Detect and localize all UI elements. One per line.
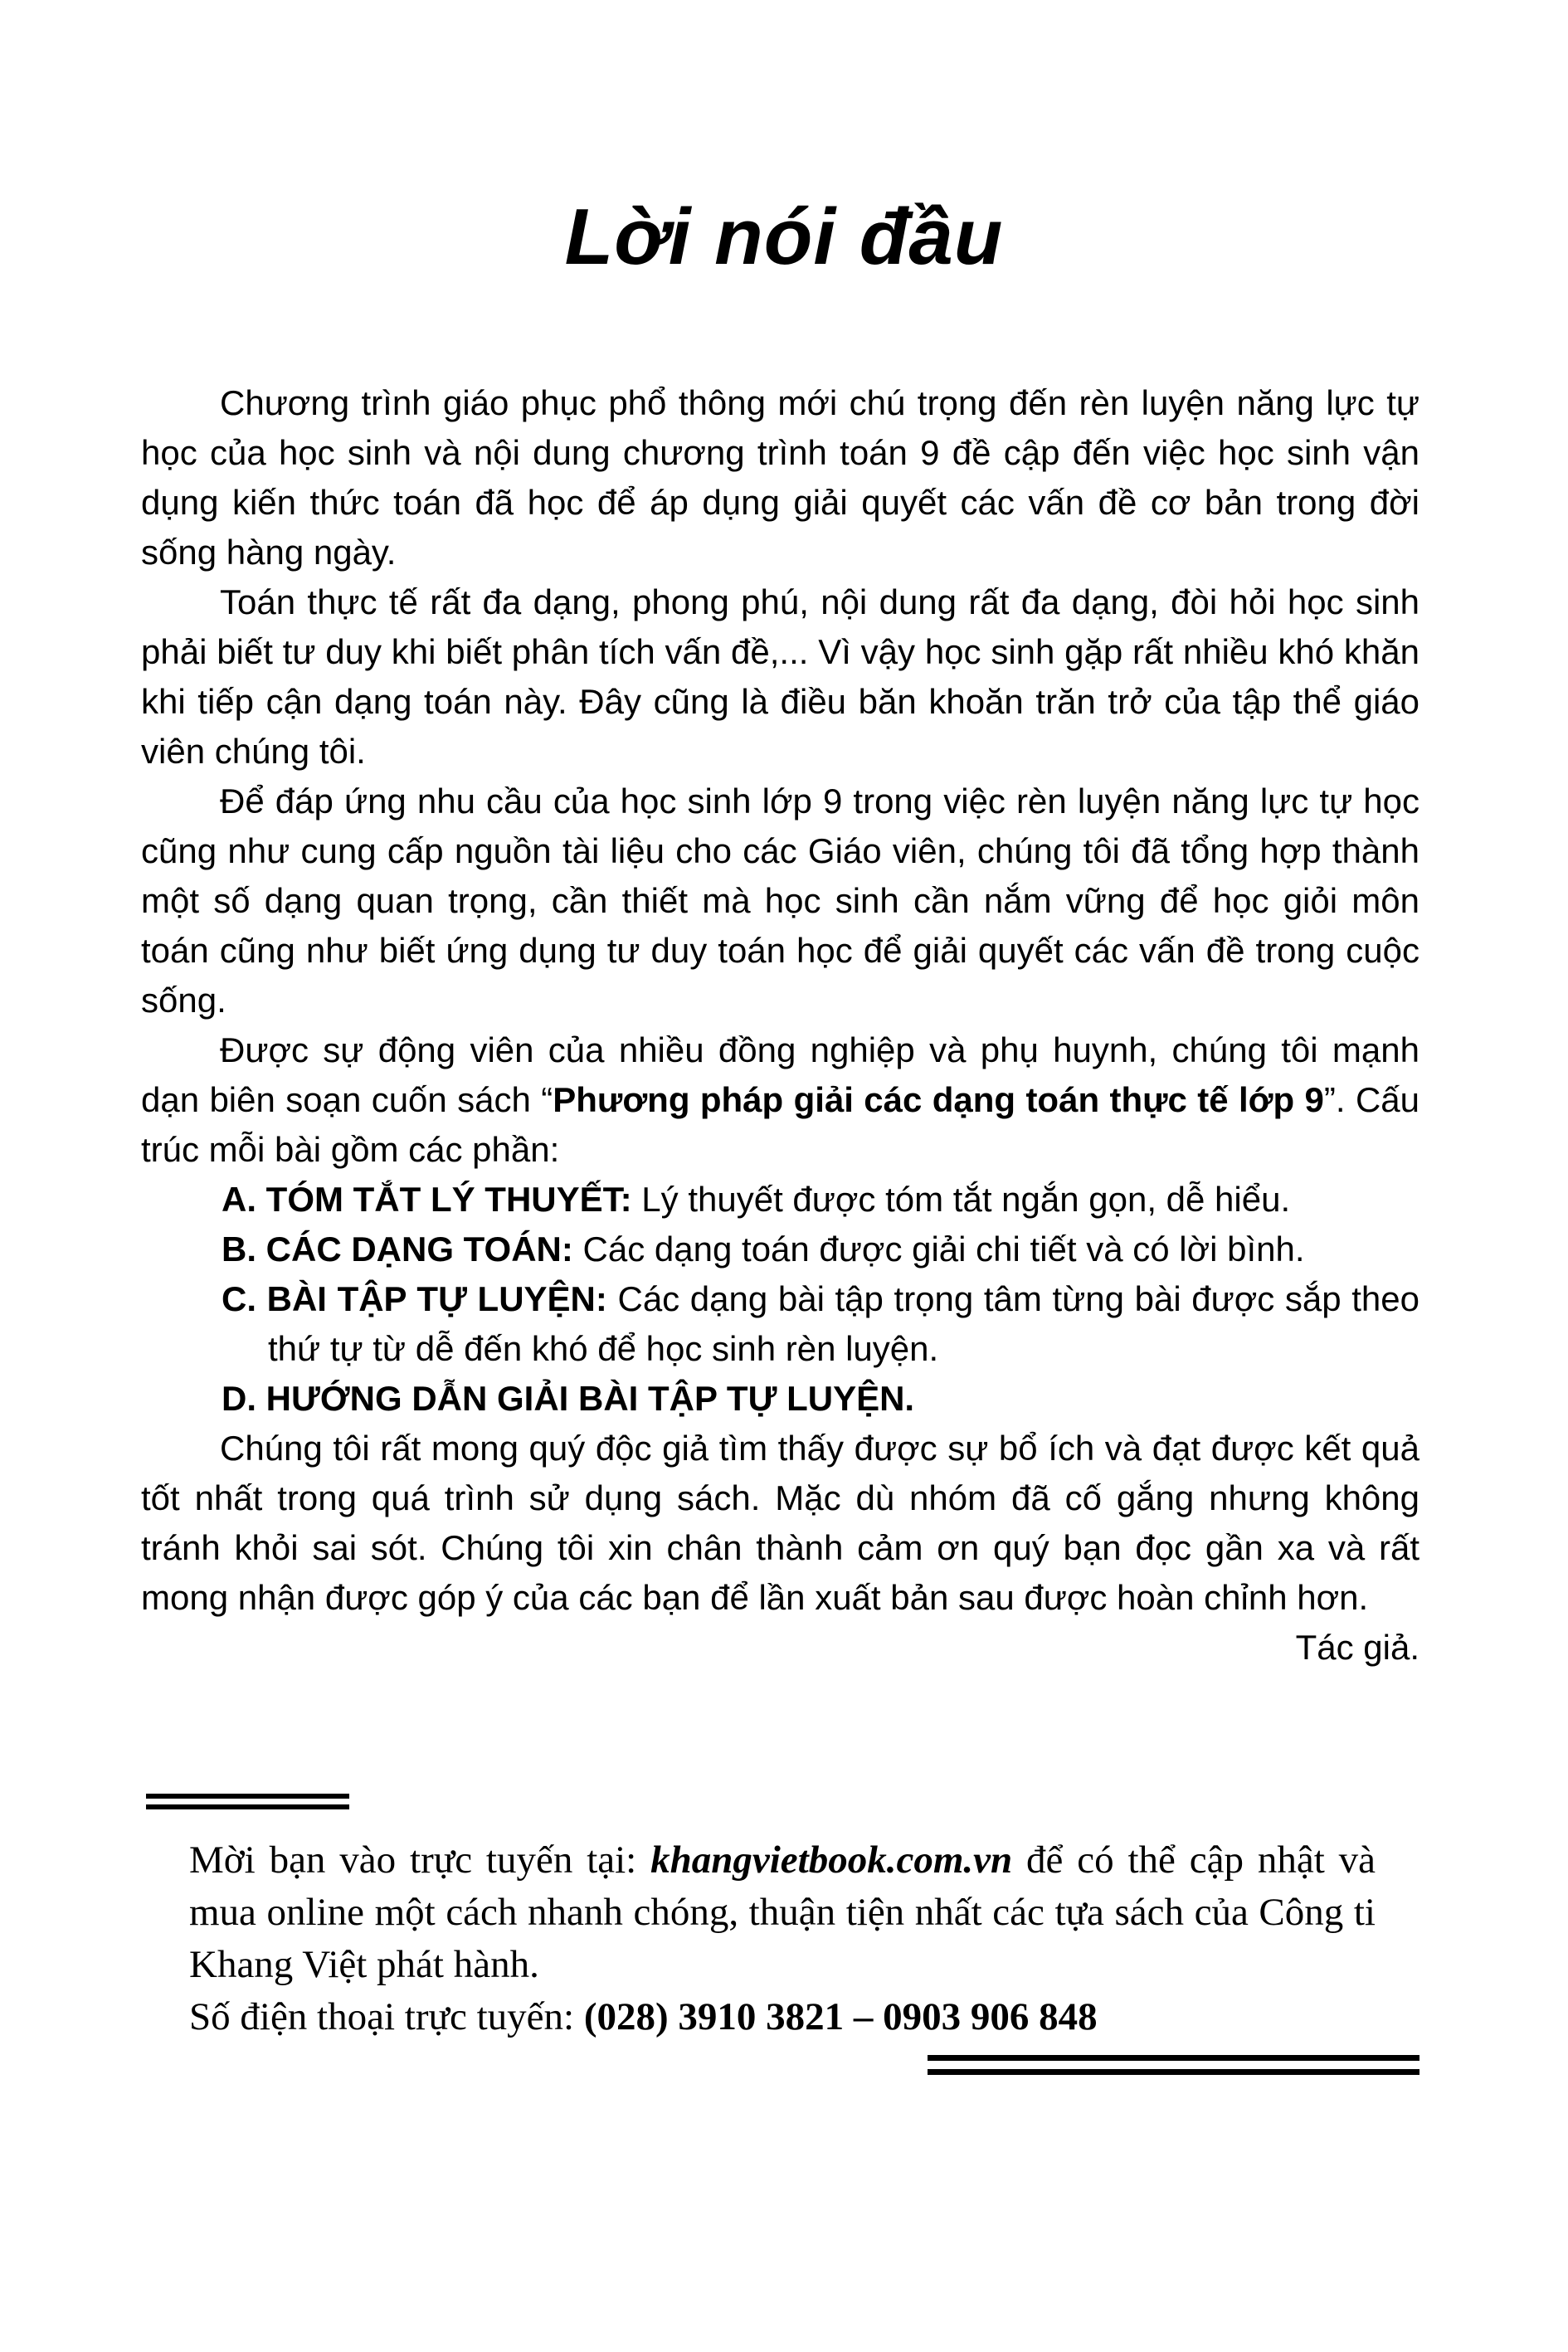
list-item-section-b <box>141 1225 1419 1274</box>
preface-paragraph-2: Toán thực tế rất đa dạng, phong phú, nội dung rất đa dạng, đòi hỏi học sinh phải biết tư duy khi biết phân tích vấn đề,... Vì vậy học sinh gặp rất nhiều khó khăn khi tiếp cận dạng toán này. Đây cũng là điều băn khoăn trăn trở của tập thể giáo viên chúng tôi. <box>141 582 1419 771</box>
section-d-label: D. HƯỚNG DẪN GIẢI BÀI TẬP TỰ LUYỆN. <box>222 1378 915 1418</box>
section-a-label: A. TÓM TẮT LÝ THUYẾT: <box>222 1179 632 1219</box>
book-structure-list <box>141 1175 1419 1424</box>
preface-paragraph-3: Để đáp ứng nhu cầu của học sinh lớp 9 trong việc rèn luyện năng lực tự học cũng như cung cấp nguồn tài liệu cho các Giáo viên, chúng tôi đã tổng hợp thành một số dạng quan trọng, cần thiết mà học sinh cần nắm vững để học giỏi môn toán cũng như biết ứng dụng tư duy toán học để giải quyết các vấn đề trong cuộc sống. <box>141 781 1419 1020</box>
double-rule-left <box>146 1794 349 1809</box>
section-b-label: B. CÁC DẠNG TOÁN: <box>222 1229 573 1269</box>
footer-phone-line <box>189 1991 1376 2043</box>
list-item-section-a <box>141 1175 1419 1225</box>
preface-paragraph-5: Chúng tôi rất mong quý độc giả tìm thấy được sự bổ ích và đạt được kết quả tốt nhất trong quá trình sử dụng sách. Mặc dù nhóm đã cố gắng nhưng không tránh khỏi sai sót. Chúng tôi xin chân thành cảm ơn quý bạn đọc gần xa và rất mong nhận được góp ý của các bạn để lần xuất bản sau được hoàn chỉnh hơn. <box>141 1428 1419 1617</box>
publisher-website: khangvietbook.com.vn <box>650 1838 1013 1882</box>
preface-content <box>141 378 1419 2075</box>
page-title: Lời nói đầu <box>564 192 1004 281</box>
section-a-text: Lý thuyết được tóm tắt ngắn gọn, dễ hiểu. <box>631 1179 1291 1219</box>
list-item-section-d <box>141 1374 1419 1424</box>
footer-phone-number: (028) 3910 3821 – 0903 906 848 <box>583 1994 1098 2038</box>
paragraph-4-text-after-title: ”. Cấu trúc mỗi bài gồm các phần: <box>141 1079 1420 1169</box>
footer-invite-text: Mời bạn vào trực tuyến tại: <box>189 1838 651 1882</box>
double-rule-right <box>928 2055 1419 2075</box>
footer-phone-label: Số điện thoại trực tuyến: <box>189 1994 584 2038</box>
list-item-section-c <box>141 1274 1419 1374</box>
footer-invite-text-after: để có thể cập nhật và mua online một cách nhanh chóng, thuận tiện nhất các tựa sách của Công ti Khang Việt phát hành. <box>189 1838 1376 1986</box>
publisher-footer <box>189 1834 1376 2043</box>
footer-online-info <box>189 1834 1376 1991</box>
section-b-text: Các dạng toán được giải chi tiết và có lời bình. <box>572 1229 1305 1269</box>
author-signature: Tác giả. <box>1295 1627 1419 1667</box>
preface-paragraph-1: Chương trình giáo phục phổ thông mới chú trọng đến rèn luyện năng lực tự học của học sinh và nội dung chương trình toán 9 đề cập đến việc học sinh vận dụng kiến thức toán đã học để áp dụng giải quyết các vấn đề cơ bản trong đời sống hàng ngày. <box>141 382 1419 572</box>
section-c-label: C. BÀI TẬP TỰ LUYỆN: <box>222 1278 607 1318</box>
book-title: Phương pháp giải các dạng toán thực tế lớp 9 <box>553 1079 1324 1119</box>
paragraph-4-text-before-title: Được sự động viên của nhiều đồng nghiệp và phụ huynh, chúng tôi mạnh dạn biên soạn cuốn sách “ <box>141 1030 1419 1119</box>
section-c-text: Các dạng bài tập trọng tâm từng bài được sắp theo thứ tự từ dễ đến khó để học sinh rèn luyện. <box>268 1278 1420 1368</box>
preface-paragraph-4 <box>141 1025 1419 1175</box>
